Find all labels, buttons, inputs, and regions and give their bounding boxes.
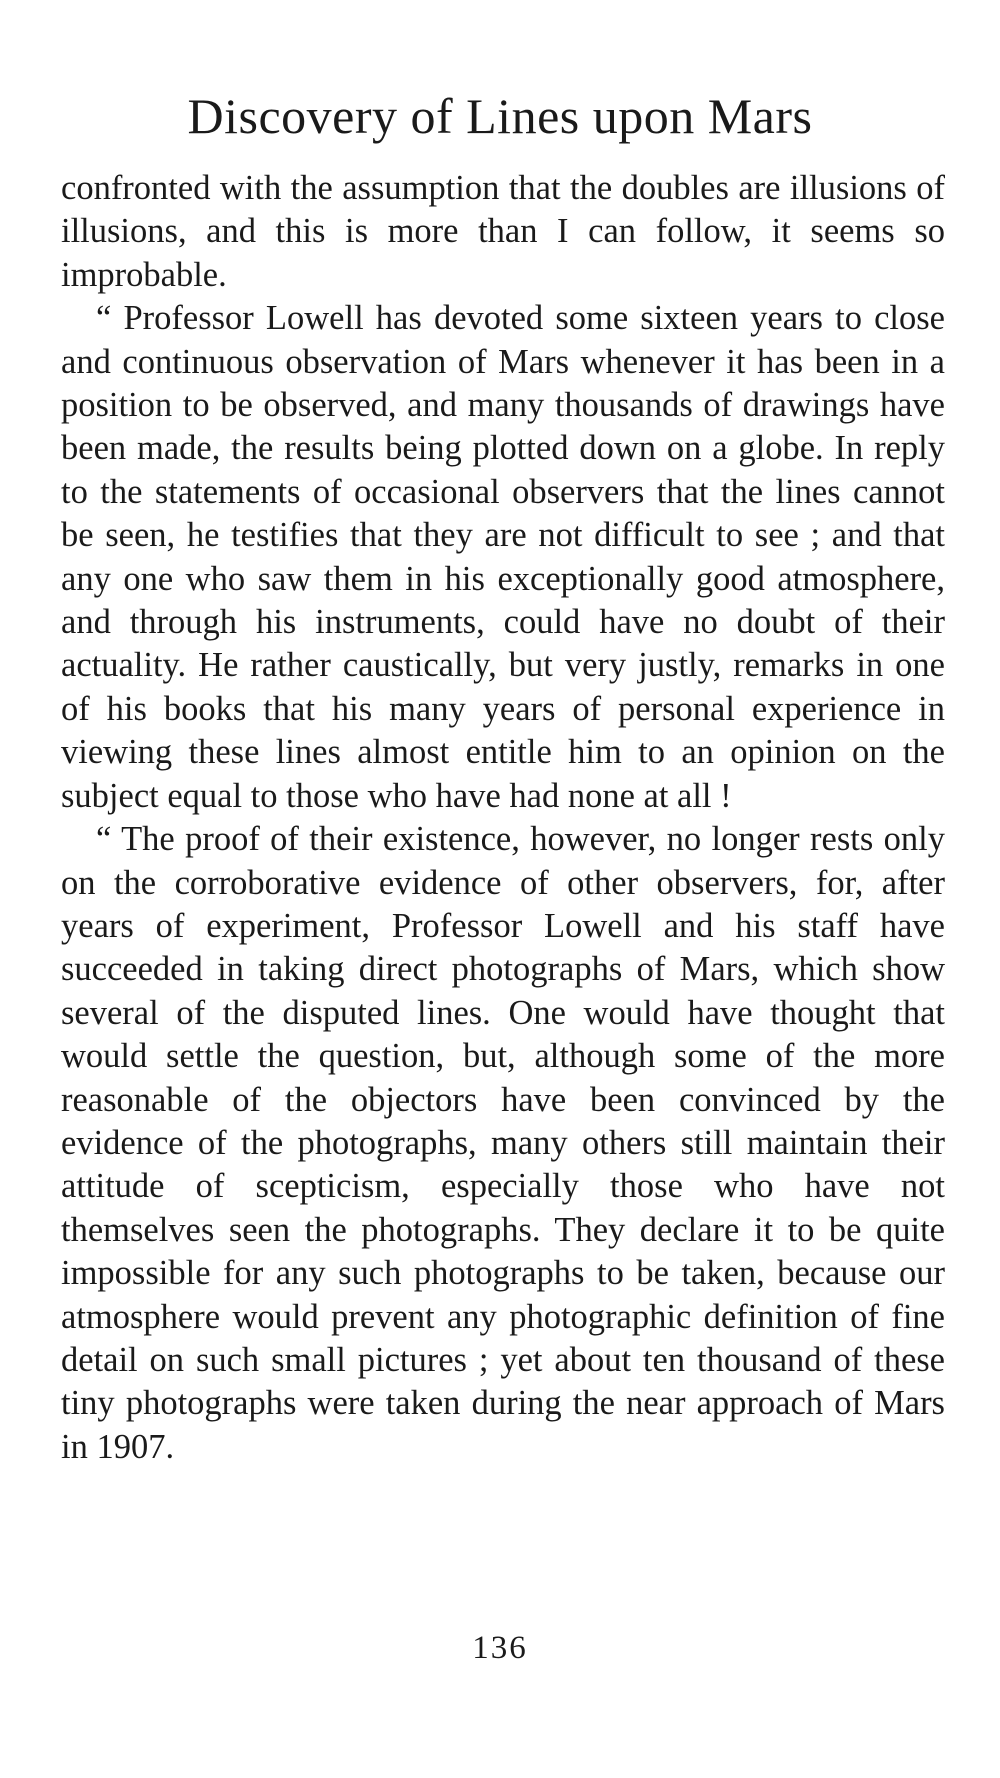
paragraph-lowell-observation: “ Professor Lowell has devoted some sixteen years to close and continuous observation of Mars whenever it has been in a position to be observed, and many thousands of drawings have been made, the results being plotted down on a globe. In reply to the statements of occasional observers that the lines cannot be seen, he testifies that they are not difficult to see ; and that any one who saw them in his exceptionally good atmosphere, and through his instruments, could have no doubt of their actuality. He rather caustically, but very justly, remarks in one of his books that his many years of personal experience in viewing these lines almost entitle him to an opinion on the subject equal to those who have had none at all ! — [61, 299, 945, 815]
running-head: Discovery of Lines upon Mars — [187, 88, 813, 144]
page-number: 136 — [472, 1630, 528, 1666]
paragraph-continuation: confronted with the assumption that the doubles are illusions of illusions, and this is more than I can follow, it seems so improbable. — [61, 169, 945, 294]
body-text — [61, 167, 945, 1469]
paragraph-photographic-proof: “ The proof of their existence, however, no longer rests only on the corroborative evidence of other observers, for, after years of experiment, Professor Lowell and his staff have succeeded in taking direct photographs of Mars, which show several of the disputed lines. One would have thought that would settle the question, but, although some of the more reasonable of the objectors have been convinced by the evidence of the photographs, many others still maintain their attitude of scepticism, especially those who have not themselves seen the photographs. They declare it to be quite impossible for any such photographs to be taken, because our atmosphere would prevent any photographic definition of fine detail on such small pictures ; yet about ten thousand of these tiny photographs were taken during the near approach of Mars in 1907. — [61, 820, 945, 1466]
